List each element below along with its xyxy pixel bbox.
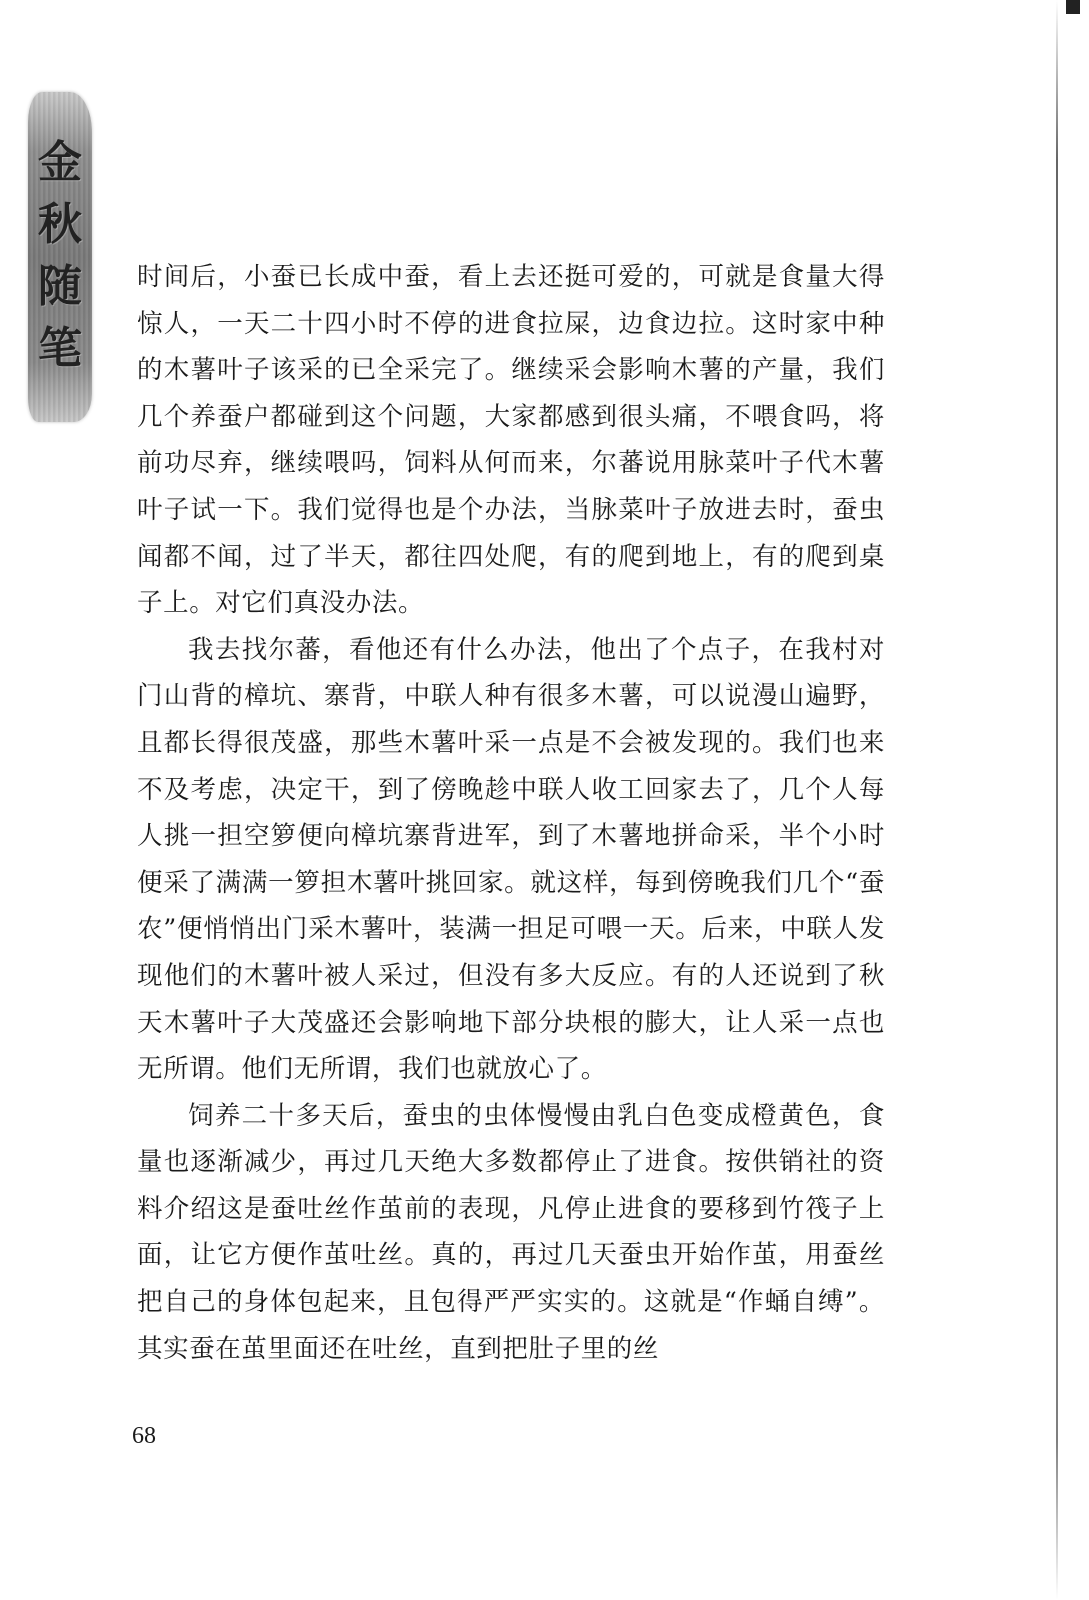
scan-corner-mark — [1066, 0, 1080, 14]
paragraph: 我去找尔蕃，看他还有什么办法，他出了个点子，在我村对门山背的樟坑、寨背，中联人种有很多木薯，可以说漫山遍野，且都长得很茂盛，那些木薯叶采一点是不会被发现的。我们也来不及考虑，决定干，到了傍晚趁中联人收工回家去了，几个人每人挑一担空箩便向樟坑寨背进军，到了木薯地拼命采，半个小时便采了满满一箩担木薯叶挑回家。就这样，每到傍晚我们几个“蚕农”便悄悄出门采木薯叶，装满一担足可喂一天。后来，中联人发现他们的木薯叶被人采过，但没有多大反应。有的人还说到了秋天木薯叶子大茂盛还会影响地下部分块根的膨大，让人采一点也无所谓。他们无所谓，我们也就放心了。 — [137, 634, 885, 1085]
book-title-banner — [28, 92, 92, 422]
banner-char: 随 — [38, 261, 82, 312]
body-text — [137, 254, 885, 1372]
paragraph: 饲养二十多天后，蚕虫的虫体慢慢由乳白色变成橙黄色，食量也逐渐减少，再过几天绝大多数都停止了进食。按供销社的资料介绍这是蚕吐丝作茧前的表现，凡停止进食的要移到竹筏子上面，让它方便作茧吐丝。真的，再过几天蚕虫开始作茧，用蚕丝把自己的身体包起来，且包得严严实实的。这就是“作蛹自缚”。其实蚕在茧里面还在吐丝，直到把肚子里的丝 — [137, 1100, 885, 1364]
scan-edge-line — [1056, 0, 1058, 1600]
paragraph: 时间后，小蚕已长成中蚕，看上去还挺可爱的，可就是食量大得惊人，一天二十四小时不停的进食拉屎，边食边拉。这时家中种的木薯叶子该采的已全采完了。继续采会影响木薯的产量，我们几个养蚕户都碰到这个问题，大家都感到很头痛，不喂食吗，将前功尽弃，继续喂吗，饲料从何而来，尔蕃说用脉菜叶子代木薯叶子试一下。我们觉得也是个办法，当脉菜叶子放进去时，蚕虫闻都不闻，过了半天，都往四处爬，有的爬到地上，有的爬到桌子上。对它们真没办法。 — [137, 262, 885, 619]
banner-char: 笔 — [38, 323, 82, 374]
banner-char: 秋 — [38, 199, 82, 250]
page-number: 68 — [132, 1423, 156, 1449]
banner-char: 金 — [38, 137, 82, 188]
